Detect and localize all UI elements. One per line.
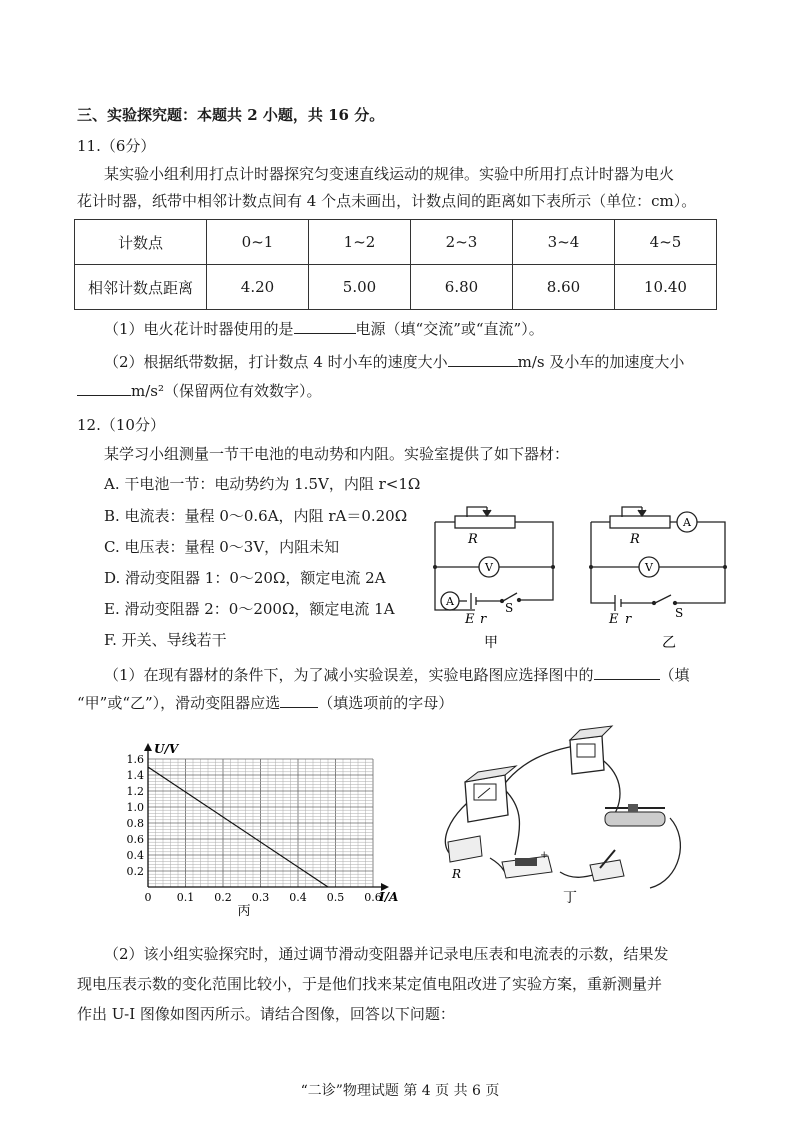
caption-jia: 甲 bbox=[484, 635, 498, 651]
x-tick-label: 0 bbox=[144, 891, 152, 904]
emf-label: E bbox=[465, 612, 475, 627]
rheostat-label: R bbox=[468, 532, 478, 547]
switch-label: S bbox=[505, 601, 514, 615]
y-tick-label: 0.8 bbox=[126, 817, 144, 830]
table-cell: 5.00 bbox=[309, 265, 411, 310]
x-axis-label: I/A bbox=[379, 890, 399, 904]
switch-device bbox=[590, 850, 624, 881]
q11-part2-text: （2）根据纸带数据，打计数点 4 时小车的速度大小 bbox=[104, 353, 448, 371]
q12-part1-line2 bbox=[77, 692, 453, 714]
q11-part2-text-end: m/s²（保留两位有效数字）。 bbox=[131, 382, 322, 400]
y-tick-label: 1.2 bbox=[126, 785, 144, 798]
table-cell: 3~4 bbox=[513, 220, 615, 265]
answer-blank[interactable] bbox=[594, 665, 660, 680]
switch-label: S bbox=[675, 606, 684, 620]
table-cell: 0~1 bbox=[207, 220, 309, 265]
q12-item-e: E. 滑动变阻器 2：0～200Ω，额定电流 1A bbox=[104, 600, 395, 618]
y-tick-label: 0.4 bbox=[126, 849, 144, 862]
y-tick-label: 1.6 bbox=[126, 753, 144, 766]
resistor-device bbox=[448, 836, 482, 881]
q11-part1-text: （1）电火花计时器使用的是 bbox=[104, 320, 294, 338]
y-axis-arrow bbox=[144, 743, 152, 751]
internal-r-label: r bbox=[625, 612, 632, 627]
answer-blank[interactable] bbox=[294, 319, 356, 334]
battery-device bbox=[502, 850, 552, 878]
y-tick-label: 0.2 bbox=[126, 865, 144, 878]
table-cell: 6.80 bbox=[411, 265, 513, 310]
x-tick-label: 0.2 bbox=[214, 891, 232, 904]
q12-part1-line1 bbox=[104, 664, 690, 686]
voltmeter-label: V bbox=[645, 561, 653, 574]
internal-r-label: r bbox=[480, 612, 487, 627]
ammeter-label: A bbox=[683, 516, 691, 529]
q12-part2-line2: 现电压表示数的变化范围比较小，于是他们找来某定值电阻改进了实验方案，重新测量并 bbox=[77, 975, 663, 993]
answer-blank[interactable] bbox=[77, 381, 131, 396]
table-header-label: 计数点 bbox=[75, 220, 207, 265]
circuit-diagram-jia bbox=[425, 495, 565, 655]
table-cell: 2~3 bbox=[411, 220, 513, 265]
caption-bing: 丙 bbox=[237, 904, 251, 919]
ui-graph bbox=[110, 725, 410, 920]
section-title: 三、实验探究题：本题共 2 小题，共 16 分。 bbox=[77, 106, 385, 124]
q11-part2-cont bbox=[77, 380, 322, 402]
table-cell: 8.60 bbox=[513, 265, 615, 310]
page-footer: “二诊”物理试题 第 4 页 共 6 页 bbox=[300, 1083, 500, 1099]
table-row bbox=[75, 220, 717, 265]
caption-ding: 丁 bbox=[563, 890, 577, 905]
q12-item-f: F. 开关、导线若干 bbox=[104, 631, 227, 649]
q11-part1 bbox=[104, 318, 544, 340]
q12-part1-text: （1）在现有器材的条件下，为了减小实验误差，实验电路图应选择图中的 bbox=[104, 666, 594, 684]
table-cell: 10.40 bbox=[615, 265, 717, 310]
q11-intro-line1: 某实验小组利用打点计时器探究匀变速直线运动的规律。实验中所用打点计时器为电火 bbox=[104, 165, 675, 183]
x-tick-label: 0.4 bbox=[289, 891, 307, 904]
x-tick-label: 0.3 bbox=[251, 891, 270, 904]
q12-part1-text-c: “甲”或“乙”），滑动变阻器应选 bbox=[77, 694, 281, 712]
table-row-label: 相邻计数点距离 bbox=[75, 265, 207, 310]
q12-part2-line3: 作出 U-I 图像如图丙所示。请结合图像，回答以下问题： bbox=[77, 1005, 455, 1023]
q11-part2-text-mid: m/s 及小车的加速度大小 bbox=[517, 353, 685, 371]
y-tick-label: 0.6 bbox=[126, 833, 144, 846]
q11-part2 bbox=[104, 351, 684, 373]
q12-item-b: B. 电流表：量程 0～0.6A，内阻 rA＝0.20Ω bbox=[104, 507, 408, 525]
resistor-label: R bbox=[452, 867, 462, 881]
q12-part2-line1: （2）该小组实验探究时，通过调节滑动变阻器并记录电压表和电流表的示数，结果发 bbox=[104, 945, 669, 963]
x-tick-label: 0.6 bbox=[364, 891, 382, 904]
voltmeter-label: V bbox=[485, 561, 493, 574]
q12-number: 12.（10分） bbox=[77, 416, 165, 434]
emf-label: E bbox=[609, 612, 619, 627]
table-row bbox=[75, 265, 717, 310]
table-cell: 1~2 bbox=[309, 220, 411, 265]
q11-part1-text-end: 电源（填“交流”或“直流”）。 bbox=[355, 320, 544, 338]
q12-item-d: D. 滑动变阻器 1：0～20Ω，额定电流 2A bbox=[104, 569, 386, 587]
x-tick-label: 0.5 bbox=[326, 891, 345, 904]
q12-part1-text-b: （填 bbox=[659, 666, 690, 684]
rheostat-device bbox=[605, 804, 665, 826]
answer-blank[interactable] bbox=[280, 693, 318, 708]
caption-yi: 乙 bbox=[662, 635, 676, 651]
q11-data-table bbox=[74, 219, 717, 310]
q11-number: 11.（6分） bbox=[77, 137, 156, 155]
y-axis-label: U/V bbox=[154, 742, 179, 756]
physical-circuit-ding bbox=[430, 720, 705, 905]
chart-grid bbox=[148, 759, 373, 887]
y-tick-label: 1.0 bbox=[126, 801, 144, 814]
ammeter-label: A bbox=[446, 595, 454, 608]
x-tick-label: 0.1 bbox=[176, 891, 195, 904]
answer-blank[interactable] bbox=[448, 352, 518, 367]
q11-intro-line2: 花计时器，纸带中相邻计数点间有 4 个点未画出，计数点间的距离如下表所示（单位：cm）。 bbox=[77, 192, 697, 210]
svg-text:+: + bbox=[540, 850, 549, 861]
y-tick-label: 1.4 bbox=[126, 769, 144, 782]
q12-item-a: A. 干电池一节：电动势约为 1.5V，内阻 r<1Ω bbox=[104, 475, 421, 493]
chart-tick-labels bbox=[127, 753, 382, 904]
table-cell: 4.20 bbox=[207, 265, 309, 310]
voltmeter-device bbox=[570, 726, 612, 774]
rheostat-label: R bbox=[630, 532, 640, 547]
table-cell: 4~5 bbox=[615, 220, 717, 265]
circuit-diagram-yi bbox=[585, 495, 735, 655]
q12-item-c: C. 电压表：量程 0～3V，内阻未知 bbox=[104, 538, 340, 556]
q12-part1-text-d: （填选项前的字母） bbox=[318, 694, 454, 712]
q12-intro: 某学习小组测量一节干电池的电动势和内阻。实验室提供了如下器材： bbox=[104, 445, 570, 463]
